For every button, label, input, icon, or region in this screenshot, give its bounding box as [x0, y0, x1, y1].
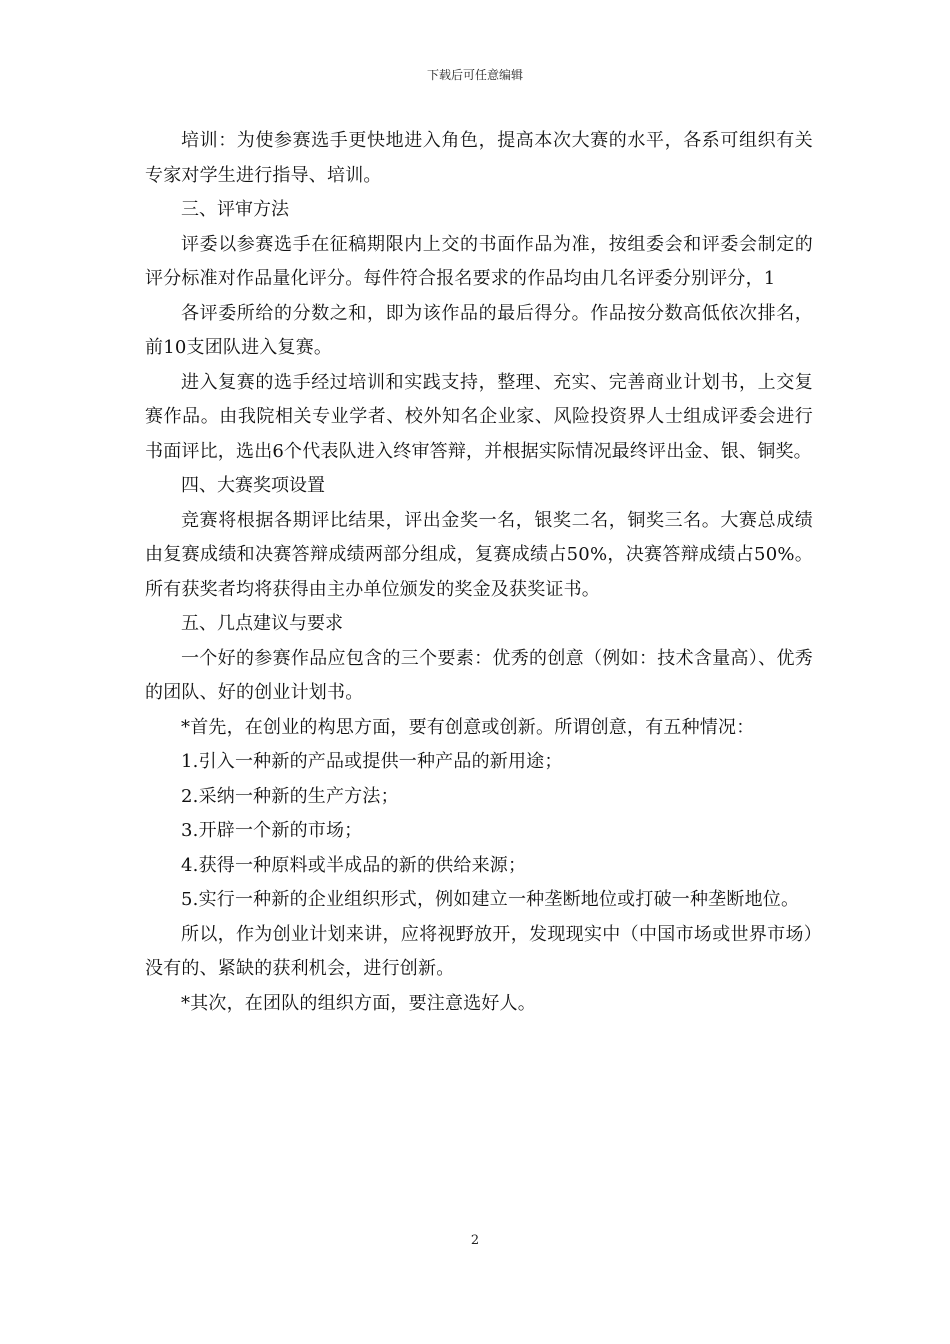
heading-suggestions: 五、几点建议与要求 [181, 613, 343, 634]
list-item: 4.获得一种原料或半成品的新的供给来源； [181, 854, 527, 876]
page-number: 2 [470, 1233, 480, 1248]
paragraph-review-basis: 评委以参赛选手在征稿期限内上交的书面作品为准，按组委会和评委会制定的评分标准对作品量化评分。每件符合报名要求的作品均由几名评委分别评分，1 [145, 233, 813, 289]
paragraph-semifinal: 进入复赛的选手经过培训和实践支持，整理、充实、完善商业计划书，上交复赛作品。由我院相关专业学者、校外知名企业家、风险投资界人士组成评委会进行书面评比，选出6个代表队进入终审答辩，并根据实际情况最终评出金、银、铜奖。 [145, 371, 813, 462]
document-body [145, 124, 813, 1021]
list-item: 2.采纳一种新的生产方法； [181, 785, 399, 807]
paragraph-score-total: 各评委所给的分数之和，即为该作品的最后得分。作品按分数高低依次排名，前10支团队进入复赛。 [145, 302, 813, 358]
paragraph-vision: 所以，作为创业计划来讲，应将视野放开，发现现实中（中国市场或世界市场）没有的、紧缺的获利机会，进行创新。 [145, 923, 813, 979]
list-item: 3.开辟一个新的市场； [181, 820, 363, 841]
paragraph-three-elements: 一个好的参赛作品应包含的三个要素：优秀的创意（例如：技术含量高）、优秀的团队、好的创业计划书。 [145, 647, 813, 703]
heading-awards: 四、大赛奖项设置 [181, 475, 325, 496]
paragraph-innovation: *首先，在创业的构思方面，要有创意或创新。所谓创意，有五种情况： [181, 716, 755, 738]
page-header: 下载后可任意编辑 [426, 68, 523, 82]
paragraph-team: *其次，在团队的组织方面，要注意选好人。 [181, 992, 536, 1014]
heading-review-method: 三、评审方法 [181, 199, 289, 220]
paragraph-awards: 竞赛将根据各期评比结果，评出金奖一名，银奖二名，铜奖三名。大赛总成绩由复赛成绩和决赛答辩成绩两部分组成，复赛成绩占50%，决赛答辩成绩占50%。所有获奖者均将获得由主办单位颁发的奖金及获奖证书。 [145, 509, 813, 600]
list-item: 5.实行一种新的企业组织形式，例如建立一种垄断地位或打破一种垄断地位。 [181, 889, 800, 910]
paragraph-training: 培训：为使参赛选手更快地进入角色，提高本次大赛的水平，各系可组织有关专家对学生进行指导、培训。 [145, 130, 813, 186]
list-item: 1.引入一种新的产品或提供一种产品的新用途； [181, 751, 563, 772]
